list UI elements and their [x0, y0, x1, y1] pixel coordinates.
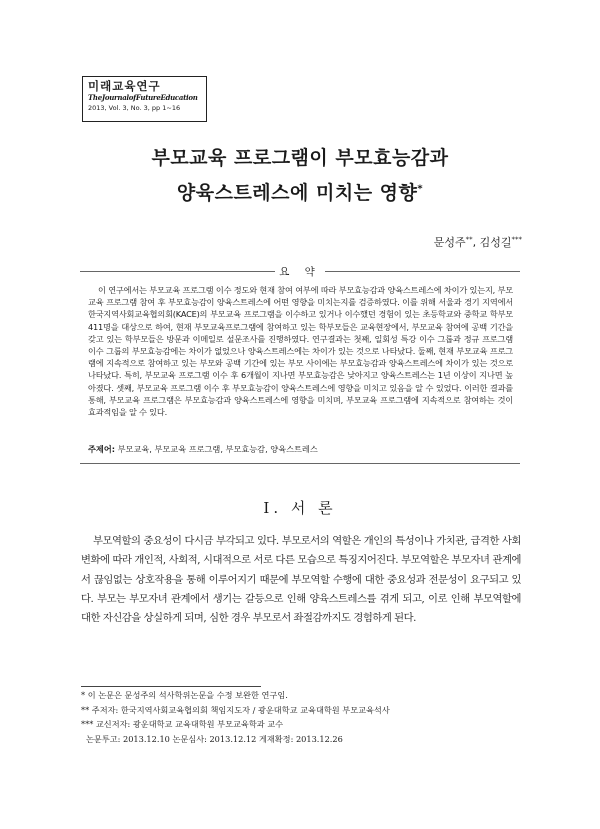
- footnotes: [81, 688, 390, 746]
- author-footnote-mark: **: [465, 235, 473, 244]
- abstract-divider-right: [325, 271, 520, 272]
- section-heading: Ⅰ. 서 론: [263, 499, 337, 517]
- keywords-label: 주제어:: [88, 444, 116, 454]
- journal-info-box: [82, 76, 207, 122]
- footnote-divider: [81, 686, 261, 687]
- keywords-line: [88, 444, 318, 455]
- author-separator: ,: [472, 236, 480, 249]
- corresponding-author-name: 김성길: [479, 236, 512, 249]
- paper-title-line2: [0, 178, 600, 205]
- abstract-divider-left: [80, 271, 275, 272]
- journal-name-korean: 미래교육연구: [88, 79, 161, 93]
- submission-dates: 논문투고: 2013.12.10 논문심사: 2013.12.12 게재확정: 2013.12.26: [86, 733, 343, 744]
- keywords-list: 부모교육, 부모교육 프로그램, 부모효능감, 양육스트레스: [117, 444, 318, 454]
- footnote-corresponding-author: *** 교신저자: 광운대학교 교육대학원 부모교육학과 교수: [81, 719, 284, 729]
- journal-name-english: TheJournalofFutureEducation: [88, 93, 198, 102]
- body-paragraph: 부모역할의 중요성이 다시금 부각되고 있다. 부모로서의 역할은 개인의 특성이나 가치관, 급격한 사회 변화에 따라 개인적, 사회적, 시대적으로 서로 다른 모습으로 특징지어진다. 부모역할은 부모자녀 관계에서 끊임없는 상호작용을 통해 이루어지기 때문에 부모역할 수행에 대한 중요성과 전문성이 요구되고 있다. 부모는 부모자녀 관계에서 생기는 갈등으로 인해 양육스트레스를 겪게 되고, 이로 인해 부모역할에 대한 자신감을 상실하게 되며, 심한 경우 부모로서 좌절감까지도 경험하게 된다.: [81, 535, 521, 625]
- abstract-bottom-divider: [80, 463, 520, 464]
- author-name: 문성주: [433, 236, 466, 249]
- abstract-text: 이 연구에서는 부모교육 프로그램 이수 정도와 현재 참여 여부에 따라 부모효능감과 양육스트레스에 차이가 있는지, 부모교육 프로그램 참여 후 부모효능감이 양육스트레스에 어떤 영향을 미치는지를 검증하였다. 이를 위해 서울과 경기 지역에서 한국지역사회교육협의회(KACE)의 부모교육 프로그램을 이수하고 있거나 이수했던 경험이 있는 초등학교와 중학교 학부모 411명을 대상으로 하여, 현재 부모교육프로그램에 참여하고 있는 학부모들은 교육현장에서, 부모교육 참여에 공백 기간을 갖고 있는 학부모들은 방문과 이메일로 설문조사를 진행하였다. 연구결과는 첫째, 일회성 특강 이수 그룹과 정규 프로그램 이수 그룹의 부모효능감에는 차이가 없었으나 양육스트레스에는 차이가 있는 것으로 나타났다. 둘째, 현재 부모교육 프로그램에 지속적으로 참여하고 있는 부모와 공백 기간에 있는 부모 사이에는 부모효능감과 양육스트레스에 차이가 있는 것으로 나타났다. 특히, 부모교육 프로그램 이수 후 6개월이 지나면 부모효능감은 낮아지고 양육스트레스는 1년 이상이 지나면 높아졌다. 셋째, 부모교육 프로그램 이수 후 부모효능감이 양육스트레스에 영향을 미치고 있음을 알 수 있었다. 이러한 결과를 통해, 부모교육 프로그램은 부모효능감과 양육스트레스에 영향을 미치며, 부모교육 프로그램에 지속적으로 참여하는 것이 효과적임을 알 수 있다.: [88, 285, 513, 418]
- title-footnote-mark: *: [417, 183, 424, 195]
- author-list: [434, 234, 522, 250]
- journal-volume: 2013, Vol. 3, No. 3, pp 1~16: [88, 104, 181, 112]
- footnote-first-author: ** 주저자: 한국지역사회교육협의회 책임지도자 / 광운대학교 교육대학원 부모교육석사: [81, 704, 390, 715]
- paper-title-line1: 부모교육 프로그램이 부모효능감과: [151, 147, 449, 169]
- abstract-heading: 요 약: [279, 266, 321, 278]
- abstract-heading-row: [80, 263, 520, 279]
- corresponding-author-footnote-mark: ***: [511, 235, 522, 244]
- paper-title-line2-text: 양육스트레스에 미치는 영향: [176, 182, 418, 204]
- footnote-thesis: * 이 논문은 문성주의 석사학위논문을 수정 보완한 연구임.: [81, 690, 288, 700]
